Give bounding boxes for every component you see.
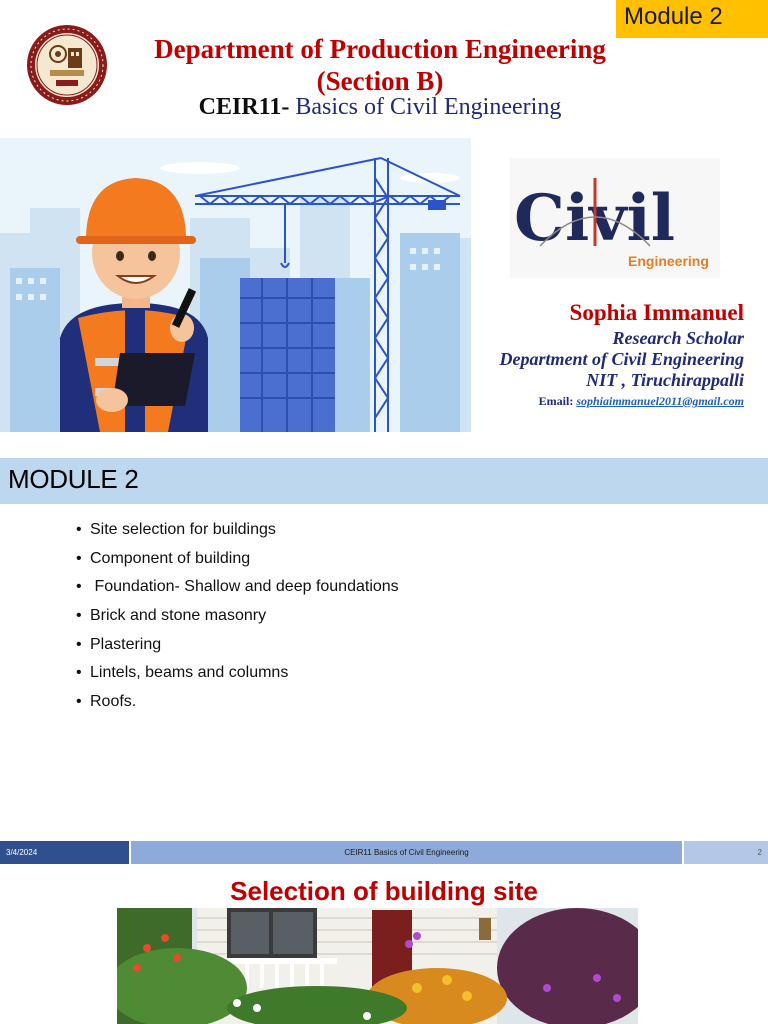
author-institute: NIT , Tiruchirappalli <box>586 370 744 390</box>
topic-text: Foundation- Shallow and deep foundations <box>90 578 399 596</box>
topic-text: Lintels, beams and columns <box>90 664 289 682</box>
bullet-icon: • <box>76 521 82 538</box>
civil-engineering-logo <box>510 158 720 278</box>
topic-text: Site selection for buildings <box>90 521 276 538</box>
author-role: Research Scholar <box>612 328 744 348</box>
topic-text: Component of building <box>90 549 251 567</box>
author-email-line <box>499 391 744 411</box>
module-tag: Module 2 <box>616 0 768 38</box>
title-slide <box>0 0 768 432</box>
bullet-icon: • <box>76 693 82 711</box>
author-block <box>499 298 744 411</box>
department-title <box>120 33 640 97</box>
civil-logo-subtext: Engineering <box>628 253 709 269</box>
author-name: Sophia Immanuel <box>569 300 744 325</box>
slide-title: Selection of building site <box>230 876 538 906</box>
topic-text: Brick and stone masonry <box>90 607 267 625</box>
topic-text: Plastering <box>90 635 162 653</box>
house-garden-photo <box>117 908 638 1024</box>
slide-footer <box>0 841 768 864</box>
footer-title: CEIR11 Basics of Civil Engineering <box>131 841 682 864</box>
civil-logo-text: Civil <box>514 181 676 256</box>
bullet-icon: • <box>76 578 82 596</box>
bullet-icon: • <box>76 549 82 567</box>
list-item <box>76 520 399 549</box>
list-item <box>76 549 399 578</box>
author-department: Department of Civil Engineering <box>499 349 744 369</box>
bullet-icon: • <box>76 664 82 682</box>
course-name: Basics of Civil Engineering <box>289 94 562 120</box>
footer-date: 3/4/2024 <box>0 841 129 864</box>
email-link[interactable]: sophiaimmanuel2011@gmail.com <box>576 394 744 408</box>
list-item <box>76 635 399 664</box>
site-selection-slide <box>0 864 768 1024</box>
module-slide <box>0 432 768 864</box>
list-item <box>76 663 399 692</box>
list-item <box>76 606 399 635</box>
topic-text: Roofs. <box>90 693 137 711</box>
section-title: MODULE 2 <box>8 464 139 494</box>
footer-page-number: 2 <box>684 841 768 864</box>
list-item <box>76 577 399 606</box>
course-code: CEIR11- <box>198 94 290 120</box>
institute-seal-icon <box>26 24 108 106</box>
bullet-icon: • <box>76 607 82 625</box>
list-item <box>76 692 399 721</box>
email-label: Email: <box>538 394 577 408</box>
section-header-bar <box>0 458 768 504</box>
topic-list <box>76 520 399 721</box>
department-title-line1: Department of Production Engineering <box>154 34 606 64</box>
department-title-line2: (Section B) <box>316 66 444 96</box>
engineer-construction-illustration <box>0 138 471 432</box>
course-title <box>120 94 640 121</box>
bullet-icon: • <box>76 635 82 653</box>
